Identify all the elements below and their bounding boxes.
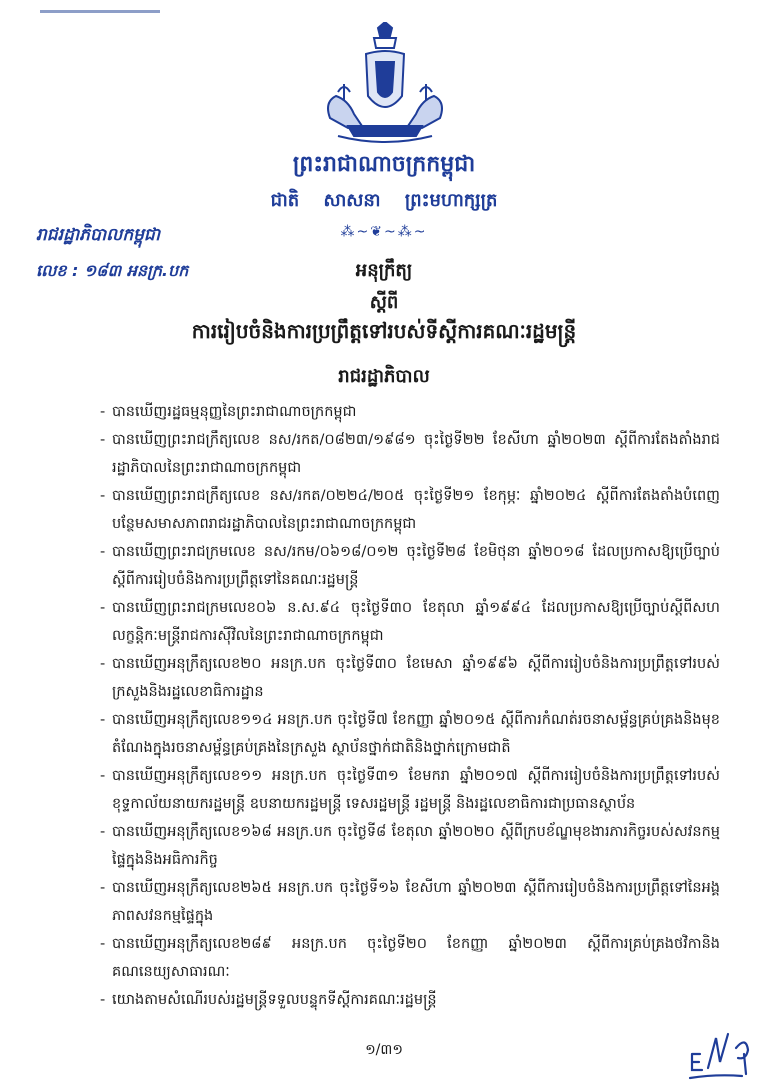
national-motto: ជាតិ សាសនា ព្រះមហាក្សត្រ [270,190,498,211]
list-item: - យោងតាមសំណើរបស់រដ្ឋមន្ត្រីទទួលបន្ទុកទីស្តីការគណៈរដ្ឋមន្ត្រី [100,986,720,1014]
list-item: - បានឃើញអនុក្រឹត្យលេខ២០ អនក្រ.បក ចុះថ្ងៃទី៣០ ខែមេសា ឆ្នាំ១៩៩៦ ស្តីពីការរៀបចំនិងការប្រព្រឹត្តទៅរបស់ក្រសួងនិងរដ្ឋលេខាធិការដ្ឋាន [100,650,720,706]
document-about: ស្តីពី [369,292,399,313]
recitals-list [100,398,720,1014]
list-item: - បានឃើញអនុក្រឹត្យលេខ១៦៨ អនក្រ.បក ចុះថ្ងៃទី៨ ខែតុលា ឆ្នាំ២០២០ ស្តីពីក្របខ័ណ្ឌមុខងារភារកិច្ចរបស់សវនកម្មផ្ទៃក្នុងនិងអធិការកិច្ច [100,818,720,874]
top-edge-mark [40,0,160,13]
enacting-authority: រាជរដ្ឋាភិបាល [338,366,430,387]
list-item: - បានឃើញព្រះរាជក្រមលេខ០៦ ន.ស.៩៤ ចុះថ្ងៃទី៣០ ខែតុលា ឆ្នាំ១៩៩៤ ដែលប្រកាសឱ្យប្រើច្បាប់ស្តីពីសហលក្ខន្តិកៈមន្ត្រីរាជការស៊ីវិលនៃព្រះរាជាណាចក្រកម្ពុជា [100,594,720,650]
handwritten-initials-icon [686,1024,760,1082]
page-number: ១/៣១ [365,1042,403,1058]
kingdom-name: ព្រះរាជាណាចក្រកម្ពុជា [292,152,476,177]
list-item: - បានឃើញព្រះរាជក្រឹត្យលេខ នស/រកត/០២២៤/២០៥ ចុះថ្ងៃទី២១ ខែកុម្ភៈ ឆ្នាំ២០២៤ ស្តីពីការតែងតាំងបំពេញបន្ថែមសមាសភាពរាជរដ្ឋាភិបាលនៃព្រះរាជាណាចក្រកម្ពុជា [100,482,720,538]
list-item: - បានឃើញអនុក្រឹត្យលេខ២៨៩ អនក្រ.បក ចុះថ្ងៃទី២០ ខែកញ្ញា ឆ្នាំ២០២៣ ស្តីពីការគ្រប់គ្រងថវិកានិងគណនេយ្យសាធារណៈ [100,930,720,986]
ornament-divider: ⁂~❦~⁂~ [340,224,428,240]
document-title: ការរៀបចំនិងការប្រព្រឹត្តទៅរបស់ទីស្តីការគណៈរដ្ឋមន្ត្រី [191,319,577,343]
list-item: - បានឃើញអនុក្រឹត្យលេខ១១៤ អនក្រ.បក ចុះថ្ងៃទី៧ ខែកញ្ញា ឆ្នាំ២០១៥ ស្តីពីការកំណត់រចនាសម្ព័ន្ធគ្រប់គ្រងនិងមុខតំណែងក្នុងរចនាសម្ព័ន្ធគ្រប់គ្រងនៃក្រសួង ស្ថាប័នថ្នាក់ជាតិនិងថ្នាក់ក្រោមជាតិ [100,706,720,762]
list-item: - បានឃើញរដ្ឋធម្មនុញ្ញនៃព្រះរាជាណាចក្រកម្ពុជា [100,398,720,426]
decree-number: លេខ : ១៨៣ អនក្រ.បក [36,261,189,280]
list-item: - បានឃើញអនុក្រឹត្យលេខ១១ អនក្រ.បក ចុះថ្ងៃទី៣១ ខែមករា ឆ្នាំ២០១៧ ស្តីពីការរៀបចំនិងការប្រព្រឹត្តទៅរបស់ខុទ្ទកាល័យនាយករដ្ឋមន្ត្រី ឧបនាយករដ្ឋមន្ត្រី ទេសរដ្ឋមន្ត្រី រដ្ឋមន្ត្រី និងរដ្ឋលេខាធិការជាប្រធានស្ថាប័ន [100,762,720,818]
issuing-authority: រាជរដ្ឋាភិបាលកម្ពុជា [36,225,161,245]
list-item: - បានឃើញព្រះរាជក្រមលេខ នស/រកម/០៦១៨/០១២ ចុះថ្ងៃទី២៨ ខែមិថុនា ឆ្នាំ២០១៨ ដែលប្រកាសឱ្យប្រើច្បាប់ស្តីពីការរៀបចំនិងការប្រព្រឹត្តទៅនៃគណៈរដ្ឋមន្ត្រី [100,538,720,594]
list-item: - បានឃើញព្រះរាជក្រឹត្យលេខ នស/រកត/០៨២៣/១៩៨១ ចុះថ្ងៃទី២២ ខែសីហា ឆ្នាំ២០២៣ ស្តីពីការតែងតាំងរាជរដ្ឋាភិបាលនៃព្រះរាជាណាចក្រកម្ពុជា [100,426,720,482]
list-item: - បានឃើញអនុក្រឹត្យលេខ២៦៥ អនក្រ.បក ចុះថ្ងៃទី១៦ ខែសីហា ឆ្នាំ២០២៣ ស្តីពីការរៀបចំនិងការប្រព្រឹត្តទៅនៃអង្គភាពសវនកម្មផ្ទៃក្នុង [100,874,720,930]
document-type: អនុក្រឹត្យ [355,260,413,281]
royal-coat-of-arms-icon [318,22,452,144]
